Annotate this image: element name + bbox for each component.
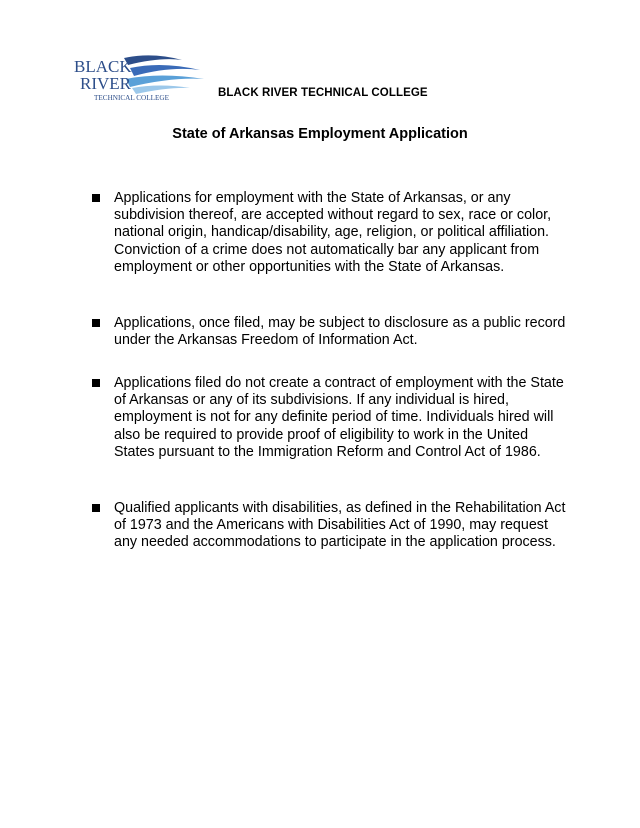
list-item-text: Applications, once filed, may be subject to disclosure as a public record under the Arkansas Freedom of Information Act.	[114, 315, 566, 349]
logo-line3: TECHNICAL COLLEGE	[94, 94, 169, 102]
logo-line1: BLACK	[74, 57, 132, 76]
square-bullet-icon	[92, 379, 100, 387]
logo-line2: RIVER	[80, 74, 131, 93]
list-item-text: Qualified applicants with disabilities, as defined in the Rehabilitation Act of 1973 and the Americans with Disabilities Act of 1990, may request any needed accommodations to participate in the application process.	[114, 500, 566, 551]
logo-wave	[126, 76, 204, 88]
list-item-text: Applications filed do not create a contract of employment with the State of Arkansas or any of its subdivisions. If any individual is hired, employment is not for any definite period of time. Individuals hired will also be required to provide proof of eligibility to work in the United States pursuant to the Immigration Reform and Control Act of 1986.	[114, 375, 564, 460]
square-bullet-icon	[92, 194, 100, 202]
logo-wave	[130, 65, 200, 76]
list-item	[92, 375, 572, 461]
college-logo	[72, 52, 212, 104]
list-item	[92, 500, 572, 552]
list-item-text: Applications for employment with the State of Arkansas, or any subdivision thereof, are accepted without regard to sex, race or color, national origin, handicap/disability, age, religion, or political affiliation. Conviction of a crime does not automatically bar any applicant from employment or other opportunities with the State of Arkansas.	[114, 190, 552, 275]
list-item	[92, 315, 572, 349]
square-bullet-icon	[92, 319, 100, 327]
college-name: BLACK RIVER TECHNICAL COLLEGE	[218, 87, 428, 99]
list-item	[92, 190, 572, 276]
page-title: State of Arkansas Employment Application	[172, 126, 468, 142]
logo-wave	[132, 86, 190, 95]
square-bullet-icon	[92, 504, 100, 512]
logo-wave	[124, 55, 182, 65]
